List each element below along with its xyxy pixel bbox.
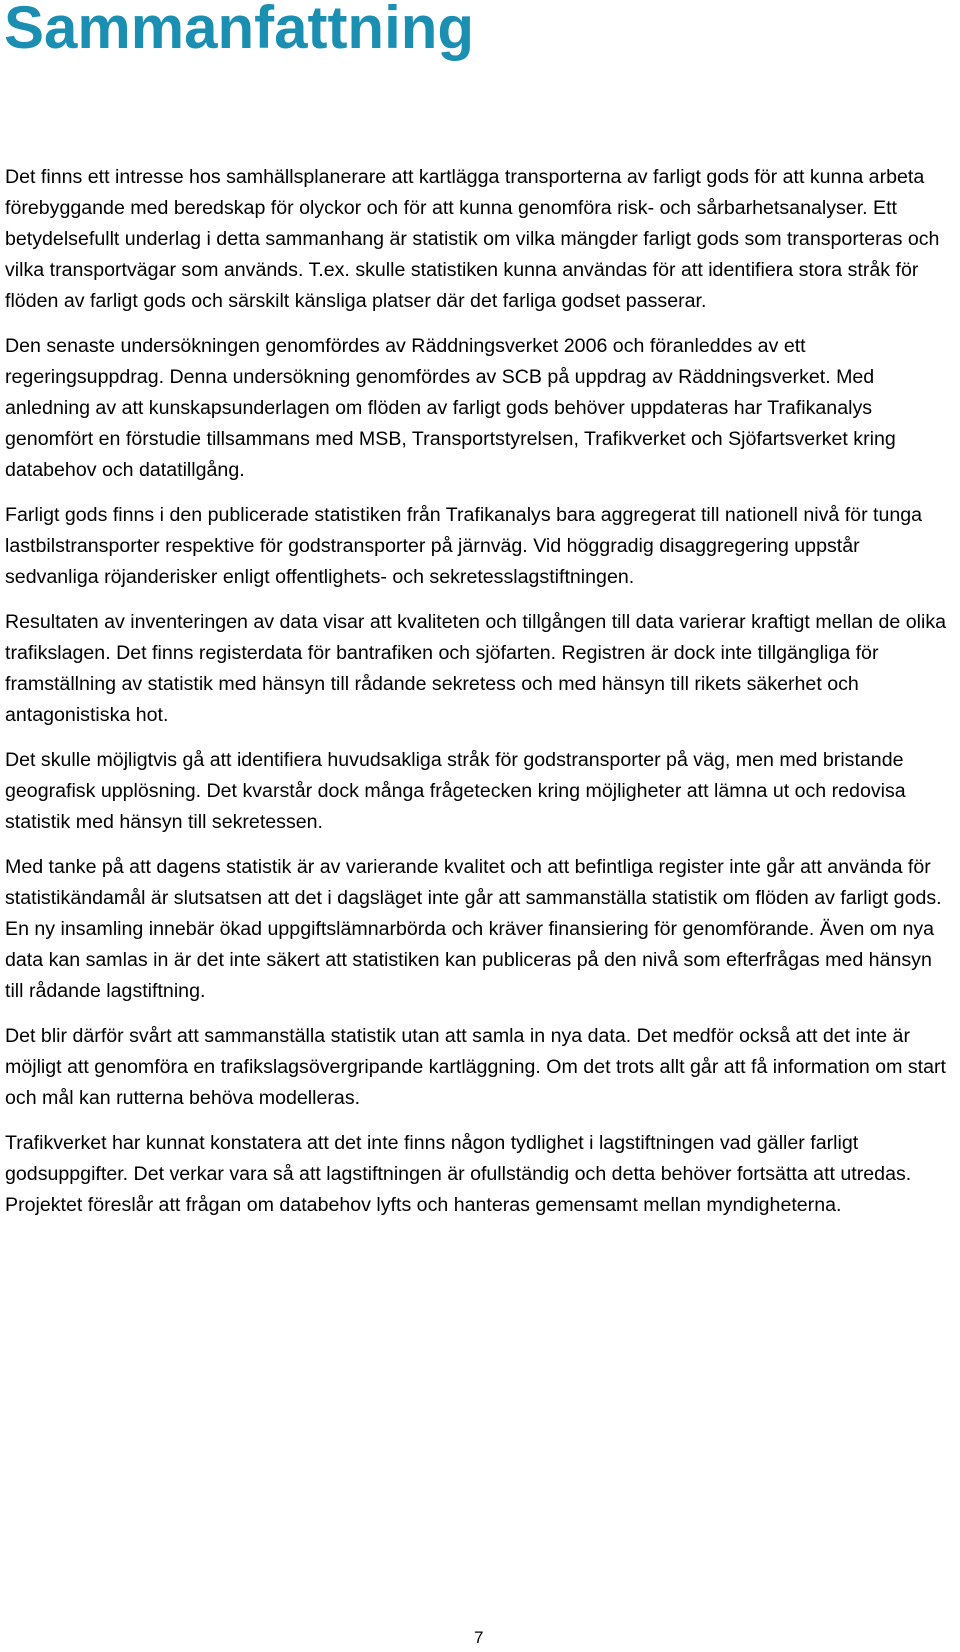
page-number: 7 [474, 1628, 484, 1647]
paragraph-2: Den senaste undersökningen genomfördes av Räddningsverket 2006 och föranleddes av ett regeringsuppdrag. Denna undersökning genomfördes av SCB på uppdrag av Räddningsverket. Med anledning av att kunskapsunderlagen om flöden av farligt gods behöver uppdateras har Trafikanalys genomfört en förstudie tillsammans med MSB, Transportstyrelsen, Trafikverket och Sjöfartsverket kring databehov och datatillgång. [5, 335, 896, 481]
paragraph-4: Resultaten av inventeringen av data visar att kvaliteten och tillgången till data varierar kraftigt mellan de olika trafikslagen. Det finns registerdata för bantrafiken och sjöfarten. Registren är dock inte tillgängliga för framställning av statistik med hänsyn till rådande sekretess och med hänsyn till rikets säkerhet och antagonistiska hot. [5, 611, 947, 726]
paragraph-3: Farligt gods finns i den publicerade statistiken från Trafikanalys bara aggregerat till nationell nivå för tunga lastbilstransporter respektive för godstransporter på järnväg. Vid höggradig disaggregering uppstår sedvanliga röjanderisker enligt offentlighets- och sekretesslagstiftningen. [5, 504, 923, 588]
paragraph-6: Med tanke på att dagens statistik är av varierande kvalitet och att befintliga register inte går att använda för statistikändamål är slutsatsen att det i dagsläget inte går att sammanställa statistik om flöden av farligt gods. En ny insamling innebär ökad uppgiftslämnarbörda och kräver finansiering för genomförande. Även om nya data kan samlas in är det inte säkert att statistiken kan publiceras på den nivå som efterfrågas med hänsyn till rådande lagstiftning. [5, 856, 942, 1002]
paragraph-1: Det finns ett intresse hos samhällsplanerare att kartlägga transporterna av farligt gods för att kunna arbeta förebyggande med beredskap för olyckor och för att kunna genomföra risk- och sårbarhetsanalyser. Ett betydelsefullt underlag i detta sammanhang är statistik om vilka mängder farligt gods som transporteras och vilka transportvägar som används. T.ex. skulle statistiken kunna användas för att identifiera stora stråk för flöden av farligt gods och särskilt känsliga platser där det farliga godset passerar. [5, 166, 940, 312]
summary-body [5, 162, 955, 1235]
paragraph-7: Det blir därför svårt att sammanställa statistik utan att samla in nya data. Det medför också att det inte är möjligt att genomföra en trafikslagsövergripande kartläggning. Om det trots allt går att få information om start och mål kan rutterna behöva modelleras. [5, 1025, 946, 1109]
paragraph-5: Det skulle möjligtvis gå att identifiera huvudsakliga stråk för godstransporter på väg, men med bristande geografisk upplösning. Det kvarstår dock många frågetecken kring möjligheter att lämna ut och redovisa statistik med hänsyn till sekretessen. [5, 749, 906, 833]
paragraph-8: Trafikverket har kunnat konstatera att det inte finns någon tydlighet i lagstiftningen vad gäller farligt godsuppgifter. Det verkar vara så att lagstiftningen är ofullständig och detta behöver fortsätta att utredas. Projektet föreslår att frågan om databehov lyfts och hanteras gemensamt mellan myndigheterna. [5, 1132, 912, 1216]
page-title: Sammanfattning [4, 0, 475, 61]
